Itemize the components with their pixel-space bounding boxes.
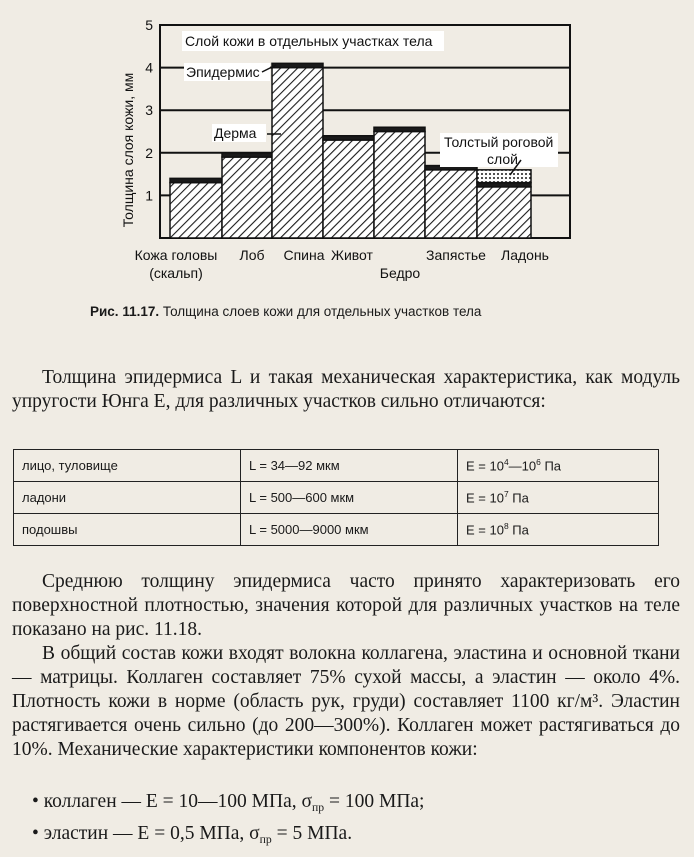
bar-dermis (374, 132, 425, 239)
list-item: • коллаген — E = 10—100 МПа, $\sigma_{пр} = 100$ МПа; (32, 791, 425, 815)
y-tick-label: 4 (145, 59, 153, 76)
x-tick-label: (скальп) (149, 265, 203, 281)
bar-dermis (477, 187, 531, 238)
x-tick-label: Кожа головы (134, 247, 218, 263)
bar-epidermis (222, 153, 272, 157)
bar-dermis (425, 170, 477, 238)
figure-caption-text: Толщина слоев кожи для отдельных участков тела (162, 304, 482, 319)
table-row (14, 450, 659, 482)
intro-text: Толщина эпидермиса L и такая механическая характеристика, как модуль упругости Юнга E, для различных участков сильно отличаются: (12, 367, 680, 412)
bar-epidermis (170, 178, 222, 182)
x-tick-label: Запястье (426, 247, 486, 263)
figure-label: Рис. 11.17. (90, 304, 160, 319)
table-cell-thickness: L = 500—600 мкм (241, 482, 458, 514)
x-tick-label: Ладонь (501, 247, 549, 263)
annotation-horny-layer: Толстый роговой (444, 134, 554, 150)
y-tick-label: 5 (145, 17, 153, 33)
bar-stratum-corneum (477, 170, 531, 183)
figure-caption (90, 304, 650, 319)
bar-epidermis (323, 136, 374, 140)
intro-paragraph (12, 366, 680, 414)
component-list (32, 789, 424, 853)
y-axis-label: Толщина слоя кожи, мм (120, 72, 136, 228)
bar-dermis (323, 140, 374, 238)
table-cell-modulus: $E = 10^4—10^6$ Па (458, 450, 659, 482)
table-cell-thickness: L = 5000—9000 мкм (241, 514, 458, 546)
bar-dermis (222, 157, 272, 238)
table-cell-area: лицо, туловище (14, 450, 241, 482)
paragraph-surface-density: Среднюю толщину эпидермиса часто принято характеризовать его поверхностной плотностью, значения которой для различных участков на теле показано на рис. 11.18. (12, 571, 680, 640)
table-row (14, 514, 659, 546)
bar-epidermis (272, 63, 323, 67)
y-tick-label: 1 (145, 187, 153, 204)
epidermis-table (13, 449, 659, 546)
annotation-epidermis: Эпидермис (186, 64, 260, 80)
x-tick-label: Лоб (239, 247, 265, 263)
x-tick-label: Живот (331, 247, 373, 263)
annotation-horny-layer-2: слой (487, 151, 518, 167)
y-tick-label: 3 (145, 102, 153, 119)
annotation-dermis: Дерма (214, 125, 257, 141)
table-cell-thickness: L = 34—92 мкм (241, 450, 458, 482)
bar-dermis (170, 183, 222, 238)
table-cell-area: ладони (14, 482, 241, 514)
bar-epidermis (374, 127, 425, 131)
x-tick-label: Спина (283, 247, 325, 263)
body-paragraphs (12, 570, 680, 762)
bar-dermis (272, 68, 323, 238)
table-row (14, 482, 659, 514)
table-cell-modulus: $E = 10^8$ Па (458, 514, 659, 546)
skin-thickness-chart (0, 0, 694, 300)
table-cell-area: подошвы (14, 514, 241, 546)
list-item: • эластин — E = 0,5 МПа, $\sigma_{пр} = 5$ МПа. (32, 823, 353, 847)
y-tick-label: 2 (145, 144, 153, 161)
paragraph-composition: В общий состав кожи входят волокна коллагена, эластина и основной ткани — матрицы. Коллаген составляет 75% сухой массы, а эластин — около 4%. Плотность кожи в норме (область рук, груди) составляет 1100 кг/м³. Эластин растягивается очень сильно (до 200—300%). Коллаген может растягиваться до 10%. Механические характеристики компонентов кожи: (12, 643, 680, 760)
chart-title: Слой кожи в отдельных участках тела (185, 33, 433, 49)
table-cell-modulus: $E = 10^7$ Па (458, 482, 659, 514)
x-tick-label: Бедро (379, 265, 421, 281)
